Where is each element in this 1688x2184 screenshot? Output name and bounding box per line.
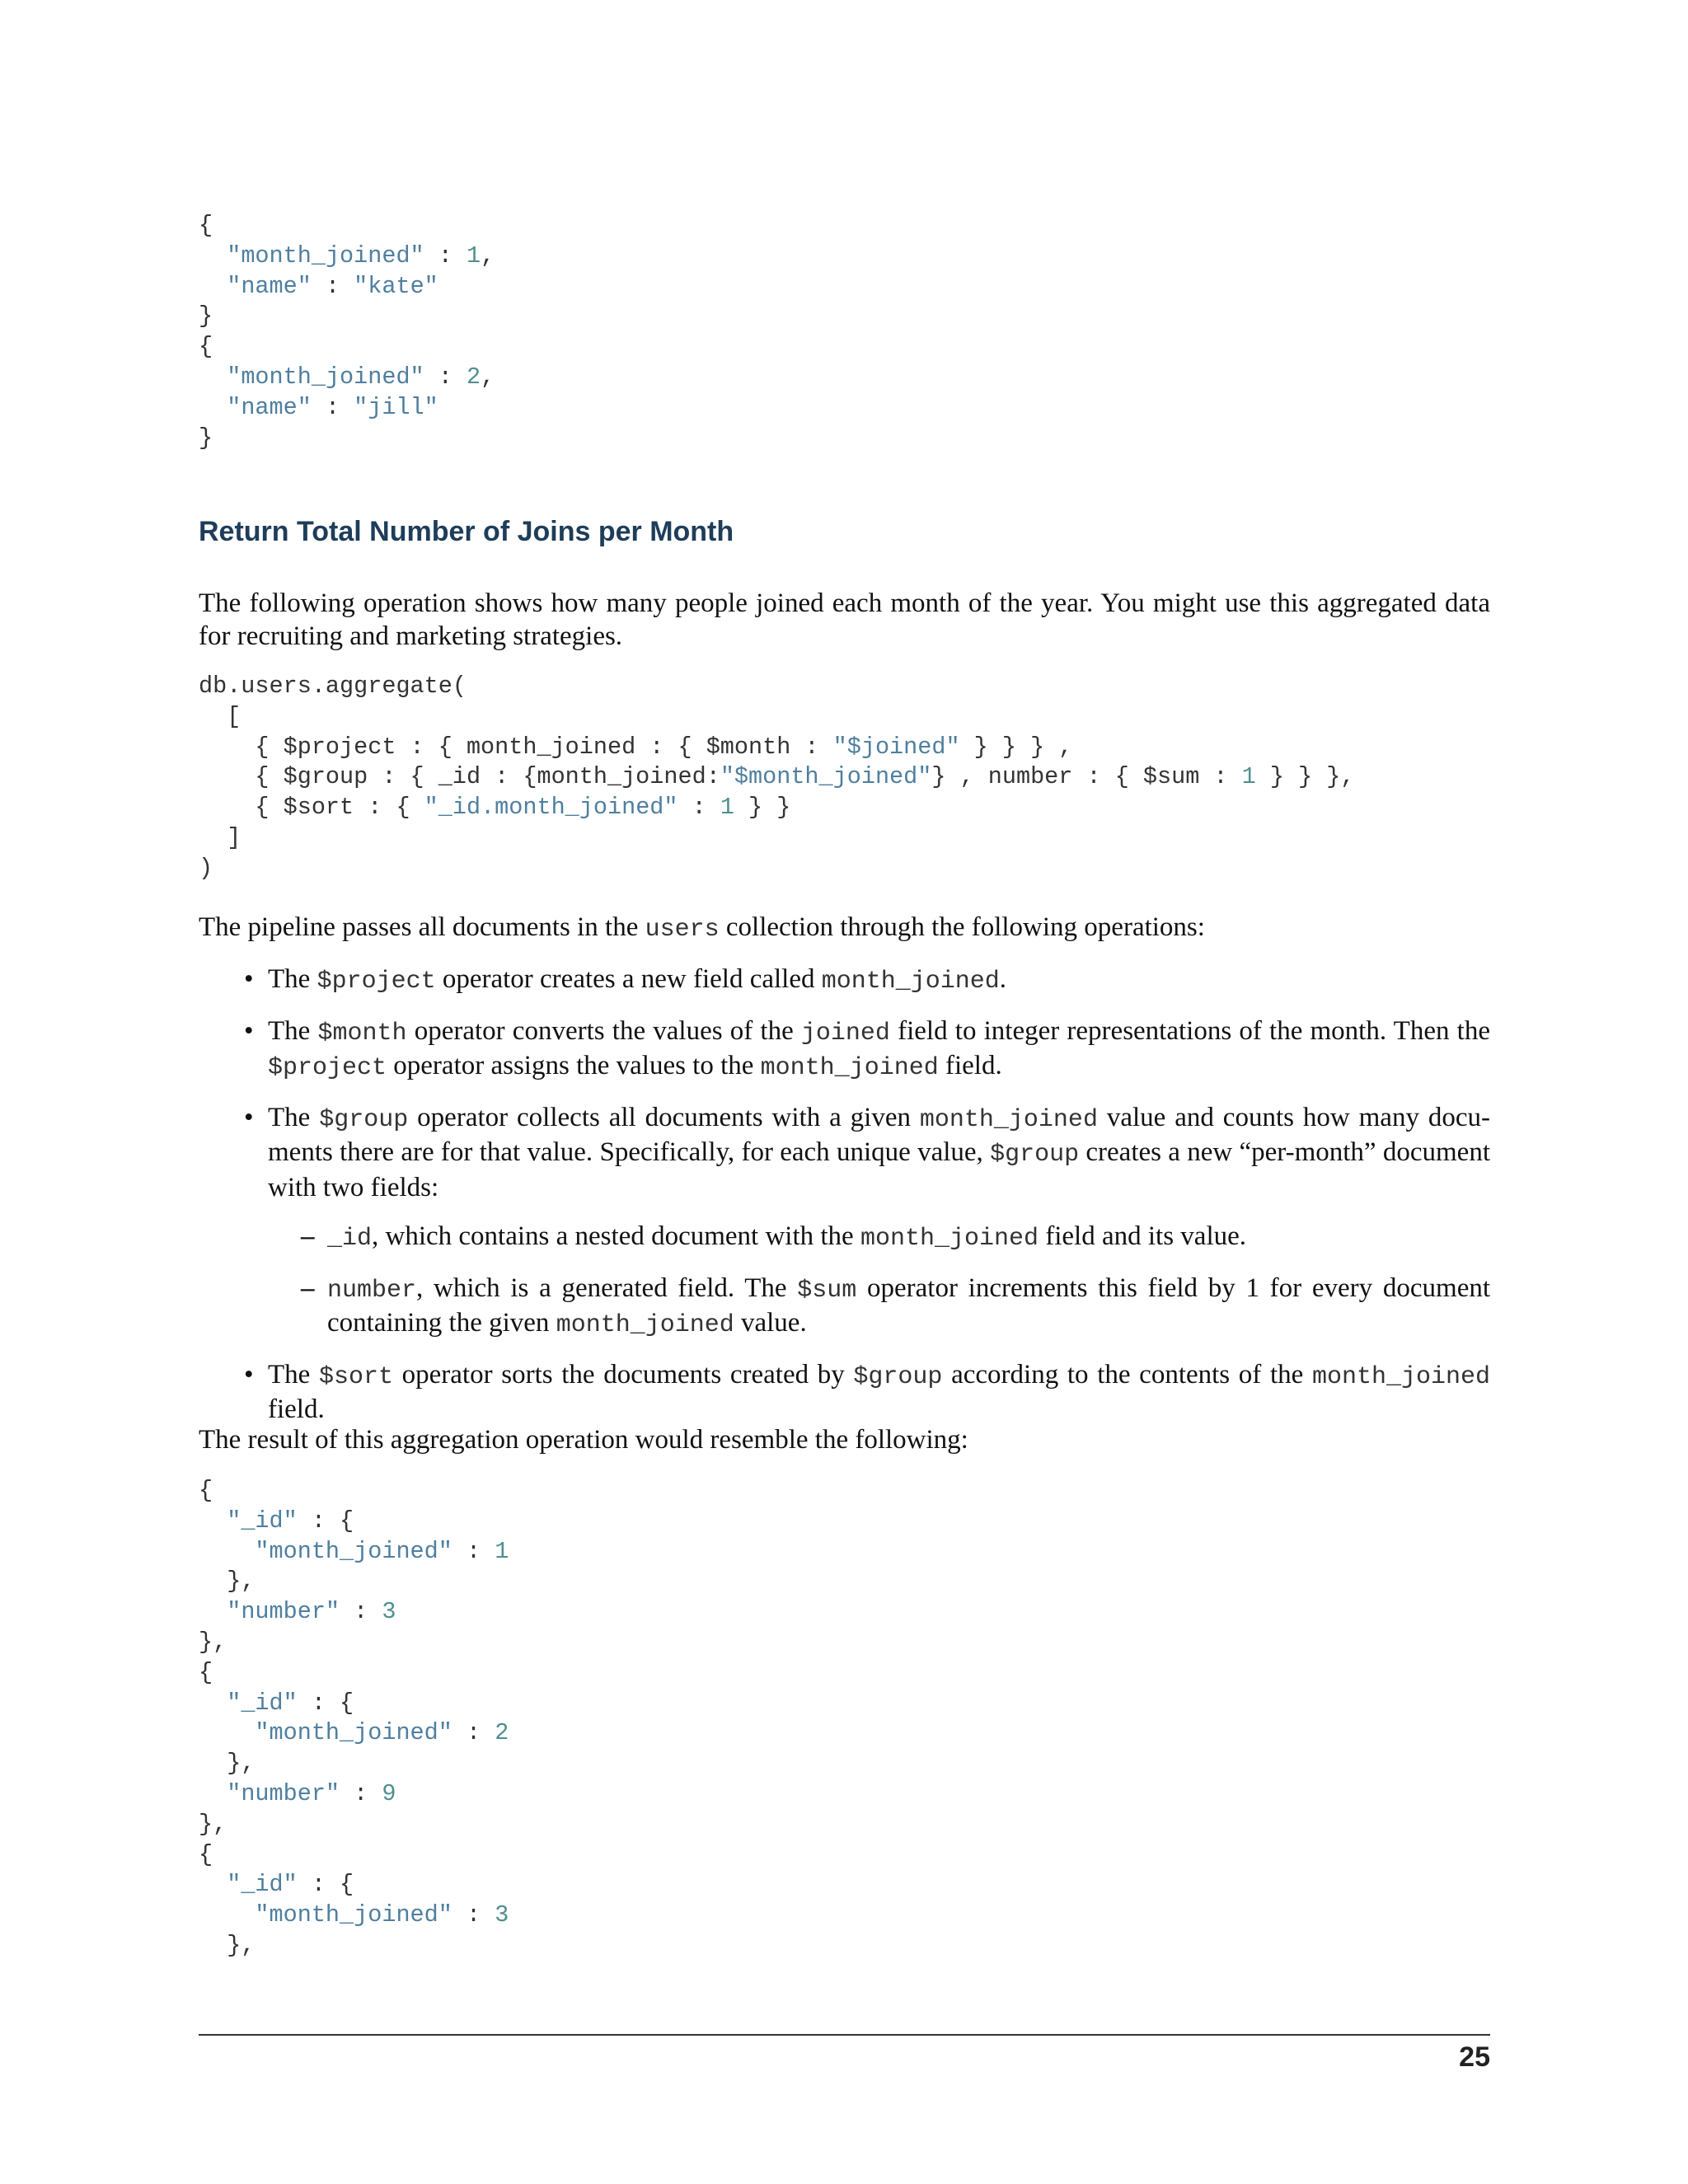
code-number: 1 [720,794,734,822]
code-text: { [199,333,213,361]
code-string: "_id" [227,1689,298,1717]
code-number: 2 [495,1719,509,1747]
code-line [199,1507,354,1535]
code-block-top-example [199,211,495,453]
code-line [199,1750,255,1777]
code-line [199,763,1354,790]
code-line [199,242,495,269]
code-line [199,302,213,330]
list-item-month [199,1015,1490,1085]
code-line [199,1477,213,1504]
inline-code: $sum [797,1276,857,1305]
inline-code: joined [800,1019,890,1047]
code-string: "month_joined" [227,363,424,391]
section-heading: Return Total Number of Joins per Month [199,516,734,547]
code-text: : [340,1598,382,1626]
inline-code: $project [316,968,436,996]
text: operator increments this field by 1 for every document containing the given [327,1272,1491,1338]
inline-code: month_joined [860,1225,1039,1253]
code-text: : [340,1779,382,1807]
sublist-item-id [268,1221,1490,1256]
code-string: "number" [227,1598,340,1626]
inline-code: month_joined [919,1105,1098,1134]
list-item-sort [199,1359,1490,1427]
code-line [199,273,438,300]
code-text: db.users.aggregate( [199,673,467,700]
code-text: }, [199,1568,256,1596]
code-line [199,1629,227,1656]
code-string: "month_joined" [255,1901,452,1929]
pipeline-intro-paragraph [199,912,1490,947]
inline-code: users [645,916,720,944]
inline-code: $sort [318,1362,393,1391]
code-number: 1 [1241,763,1256,791]
text: field. [268,1394,325,1424]
code-string: "name" [227,272,312,300]
inline-code: month_joined [1311,1362,1490,1391]
code-text: } [199,424,213,452]
code-text: } , number : { $sum : [931,763,1242,791]
code-line [199,1659,213,1686]
inline-code: number [327,1276,417,1305]
text: . [999,964,1007,994]
text: The [268,964,317,994]
code-number: 1 [495,1537,509,1565]
code-text: ] [199,823,241,851]
code-line [199,1598,396,1625]
group-fields-sublist [268,1221,1490,1343]
inline-code: _id [327,1225,373,1253]
code-string: "month_joined" [255,1537,452,1565]
text: operator collects all documents with a given [408,1102,920,1132]
code-text: : [311,272,354,300]
code-line [199,1538,509,1565]
code-text: [ [199,702,241,730]
code-number: 1 [466,241,481,269]
text: operator creates a new field called [435,964,822,994]
text: operator sorts the documents created by [392,1359,854,1390]
code-line [199,1811,227,1838]
code-line [199,703,241,730]
footer-rule [199,2034,1490,2036]
text: field and its value. [1039,1221,1247,1251]
text: according to the contents of the [942,1359,1312,1390]
code-string: "_id.month_joined" [424,794,678,822]
code-text [199,1507,227,1535]
code-number: 2 [466,363,481,391]
code-line [199,1568,255,1595]
list-item-project [199,963,1490,999]
code-text: { [199,1477,213,1504]
code-line [199,394,438,421]
code-number: 9 [382,1779,396,1807]
code-text [199,394,227,421]
code-number: 3 [382,1598,396,1626]
code-text: : { [297,1871,354,1899]
code-text: : [452,1719,495,1747]
code-text [199,242,227,269]
code-line [199,212,213,239]
code-text [199,1538,255,1565]
inline-code: $group [990,1141,1080,1169]
code-line [199,855,213,882]
code-line [199,733,1072,761]
code-text: }, [199,1931,256,1959]
code-string: "name" [227,393,312,421]
inline-code: $group [853,1362,943,1391]
code-text [199,273,227,300]
code-text: { [199,212,213,239]
text: The [268,1359,319,1390]
section-intro-paragraph: The following operation shows how many people joined each month of the year. You might use this aggregated data for recruiting and marketing strategies. [199,588,1490,651]
inline-code: $project [268,1054,387,1082]
code-string: "number" [227,1779,340,1807]
text: , which contains a nested document with the [372,1221,860,1251]
code-text [199,1598,227,1625]
code-line [199,1871,354,1898]
code-string: "_id" [227,1871,298,1899]
code-text [199,1871,227,1898]
code-text: ) [199,854,213,882]
text: The pipeline passes all documents in the [199,912,645,942]
code-text [199,363,227,391]
text: field. [938,1051,1002,1080]
text: operator assigns the values to the [387,1051,761,1080]
code-text: , [481,363,495,391]
page-number: 25 [1459,2041,1490,2073]
code-text: { [199,1658,213,1686]
code-text [199,1719,255,1746]
inline-code: month_joined [760,1054,939,1082]
result-intro-paragraph: The result of this aggregation operation would resemble the following: [199,1425,968,1455]
text: operator converts the values of the [406,1015,801,1046]
code-line [199,824,241,851]
code-text: : [452,1537,495,1565]
code-line [199,1841,213,1868]
code-line [199,424,213,452]
code-text: : [424,241,467,269]
code-number: 3 [495,1901,509,1929]
code-block-result [199,1476,509,1961]
code-line [199,333,213,360]
inline-code: $group [319,1105,409,1134]
code-text: }, [199,1810,227,1838]
code-string: "_id" [227,1507,298,1535]
code-text: { $group : { _id : {month_joined: [199,763,720,791]
code-text: } } }, [1255,763,1355,791]
text: collection through the following operations: [719,912,1205,942]
code-line [199,673,467,700]
text: creates a new “per-month” document with two fields: [268,1137,1490,1202]
code-text [199,1901,255,1929]
text: The [268,1015,318,1046]
code-text: } [199,302,213,330]
code-text: : [311,393,354,421]
code-line [199,1719,509,1746]
code-text: : [452,1901,495,1929]
code-line [199,1780,396,1807]
code-text: : { [297,1689,354,1717]
text: value. [734,1308,807,1338]
sublist-item-number [268,1272,1490,1343]
code-text: : { [297,1507,354,1535]
code-text: }, [199,1628,227,1656]
text: , which is a generated field. The [416,1272,798,1303]
code-string: "$joined" [832,733,960,761]
code-text [199,1780,227,1807]
code-line [199,1901,509,1929]
code-text: : [678,794,720,822]
text: The [268,1102,320,1132]
code-text: , [481,241,495,269]
text: value and counts how many docu-ments there are for that value. Specifically, for each unique value, [268,1102,1490,1167]
code-string: "month_joined" [255,1719,452,1747]
code-string: "$month_joined" [720,763,932,791]
list-item-group [199,1102,1490,1343]
inline-code: month_joined [556,1311,734,1339]
text: field to integer representations of the month. Then the [889,1015,1490,1046]
inline-code: month_joined [821,968,1000,996]
code-line [199,1690,354,1717]
code-text: } } [734,794,791,822]
code-text: { $sort : { [199,794,424,822]
code-block-pipeline [199,672,1354,884]
code-text: } } } , [959,733,1073,761]
code-string: "kate" [354,272,438,300]
code-text: }, [199,1750,256,1778]
code-text: : [424,363,467,391]
operations-list [199,963,1490,1443]
code-line [199,1932,255,1959]
code-line [199,363,495,391]
code-text: { $project : { month_joined : { $month : [199,733,833,761]
code-string: "jill" [354,393,438,421]
code-string: "month_joined" [227,241,424,269]
code-text: { [199,1840,213,1868]
code-text [199,1690,227,1717]
inline-code: $month [317,1019,407,1047]
code-line [199,794,790,821]
